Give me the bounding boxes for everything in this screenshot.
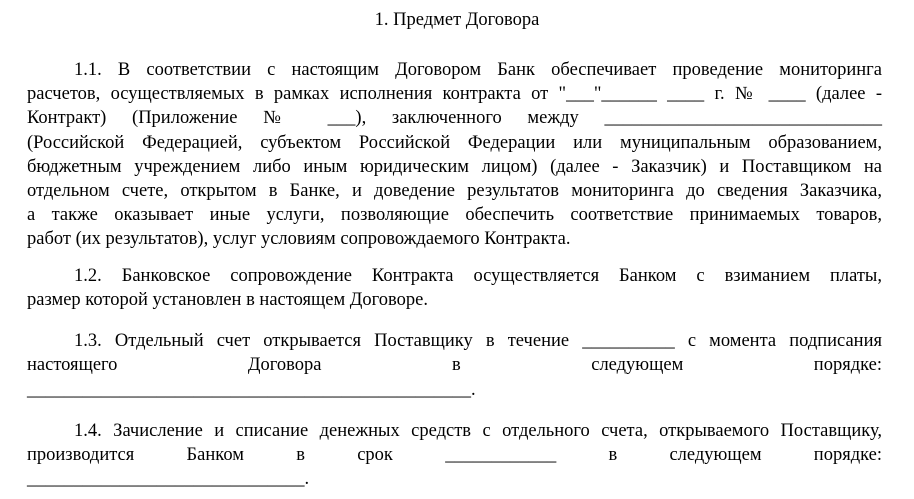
- fill-in-line: ______________________________.: [27, 469, 310, 489]
- text-line: Контракт) (Приложение № ___), заключенного между ______________________________: [27, 108, 882, 128]
- document-title: 1. Предмет Договора: [374, 10, 540, 30]
- text-line: 1.2. Банковское сопровождение Контракта осуществляется Банком с взиманием платы,: [74, 266, 882, 286]
- text-line: работ (их результатов), услуг условиям сопровождаемого Контракта.: [27, 229, 571, 249]
- text-line: производится Банком в срок ____________ в следующем порядке:: [27, 445, 882, 465]
- text-line: настоящего Договора в следующем порядке:: [27, 355, 882, 375]
- text-line: 1.1. В соответствии с настоящим Договором Банк обеспечивает проведение мониторинга: [74, 60, 882, 80]
- text-line: размер которой установлен в настоящем Договоре.: [27, 290, 428, 310]
- text-line: (Российской Федерацией, субъектом Российской Федерации или муниципальным образованием,: [27, 133, 882, 153]
- text-line: 1.4. Зачисление и списание денежных средств с отдельного счета, открываемого Поставщику,: [74, 421, 882, 441]
- text-line: бюджетным учреждением либо иным юридическим лицом) (далее - Заказчик) и Поставщиком на: [27, 157, 882, 177]
- text-line: 1.3. Отдельный счет открывается Поставщику в течение __________ с момента подписания: [74, 331, 882, 351]
- text-line: расчетов, осуществляемых в рамках исполнения контракта от "___"______ ____ г. № ____ (далее -: [27, 84, 882, 104]
- fill-in-line: ________________________________________________.: [27, 380, 476, 400]
- text-line: отдельном счете, открытом в Банке, и доведение результатов мониторинга до сведения Заказчика,: [27, 181, 882, 201]
- text-line: а также оказывает иные услуги, позволяющие обеспечить соответствие принимаемых товаров,: [27, 205, 882, 225]
